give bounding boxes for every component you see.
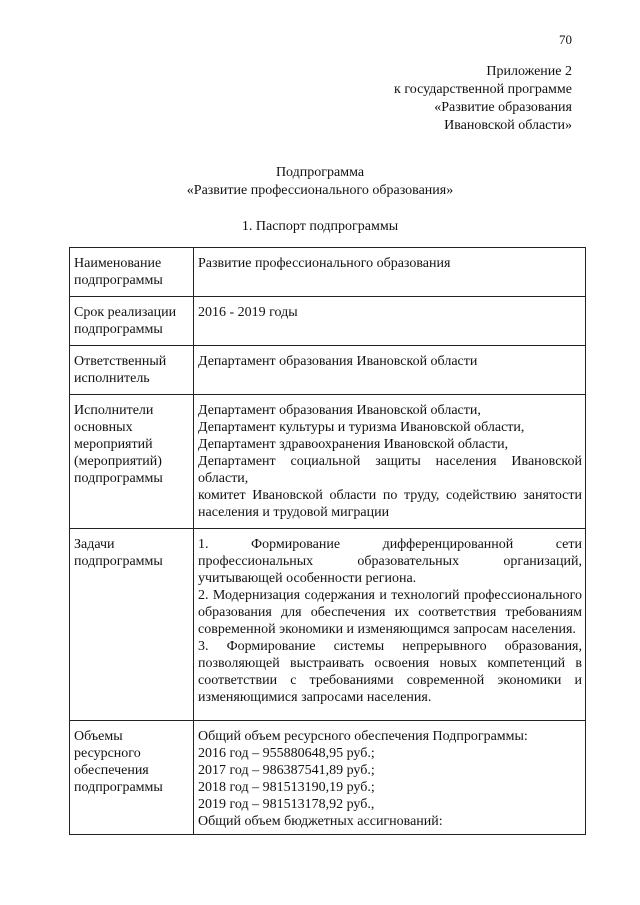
- appendix-line: «Развитие образования: [434, 100, 572, 115]
- appendix-line: Ивановской области»: [444, 118, 572, 133]
- subprogram-heading-line2: «Развитие профессионального образования»: [186, 183, 454, 198]
- row-value: [194, 297, 586, 346]
- table-row: [70, 395, 586, 529]
- row-label: Срок реализации подпрограммы: [70, 297, 194, 346]
- value-line: 2. Модернизация содержания и технологий профессионального образования для обеспечения их соответствия требованиям современной экономики и изменяющимся запросам населения.: [198, 588, 582, 637]
- appendix-line: к государственной программе: [394, 82, 572, 97]
- value-line: 3. Формирование системы непрерывного образования, позволяющей выстраивать освоения новых компетенций в соответствии с требованиями современной экономики и изменяющимися запросами населения.: [198, 639, 582, 705]
- value-line: 2016 год – 955880648,95 руб.;: [198, 746, 375, 761]
- table-row: [70, 721, 586, 835]
- page-number: 70: [559, 32, 572, 47]
- row-label: Исполнители основных мероприятий (мероприятий) подпрограммы: [70, 395, 194, 529]
- row-value: [194, 721, 586, 835]
- value-line: 2019 год – 981513178,92 руб.,: [198, 797, 375, 812]
- value-line: 1. Формирование дифференцированной сети профессиональных образовательных организаций, учитывающей особенности региона.: [198, 537, 582, 586]
- subprogram-heading: [0, 164, 640, 200]
- table-row: [70, 529, 586, 721]
- value-line: Общий объем ресурсного обеспечения Подпрограммы:: [198, 729, 528, 744]
- row-label: Ответственный исполнитель: [70, 346, 194, 395]
- value-line: 2018 год – 981513190,19 руб.;: [198, 780, 375, 795]
- subprogram-heading-line1: Подпрограмма: [275, 165, 365, 180]
- row-label: Задачи подпрограммы: [70, 529, 194, 721]
- appendix-block: [332, 63, 572, 135]
- value-line: Департамент культуры и туризма Ивановской области,: [198, 420, 525, 435]
- row-value: [194, 395, 586, 529]
- row-value: [194, 529, 586, 721]
- row-value: [194, 346, 586, 395]
- value-line: Департамент социальной защиты населения Ивановской области,: [198, 454, 582, 486]
- value-line: 2017 год – 986387541,89 руб.;: [198, 763, 375, 778]
- value-line: Развитие профессионального образования: [198, 256, 451, 271]
- value-line: комитет Ивановской области по труду, содействию занятости населения и трудовой миграции: [198, 488, 582, 520]
- passport-title: 1. Паспорт подпрограммы: [241, 219, 399, 234]
- row-value: [194, 248, 586, 297]
- table-row: [70, 346, 586, 395]
- row-label: Наименование подпрограммы: [70, 248, 194, 297]
- value-line: Департамент образования Ивановской области: [198, 354, 478, 369]
- row-label: Объемы ресурсного обеспечения подпрограммы: [70, 721, 194, 835]
- table-row: [70, 248, 586, 297]
- value-line: Департамент здравоохранения Ивановской области,: [198, 437, 509, 452]
- appendix-line: Приложение 2: [486, 64, 572, 79]
- value-line: Общий объем бюджетных ассигнований:: [198, 814, 443, 829]
- passport-table: [69, 247, 586, 835]
- value-line: 2016 - 2019 годы: [198, 305, 298, 320]
- table-row: [70, 297, 586, 346]
- value-line: Департамент образования Ивановской области,: [198, 403, 481, 418]
